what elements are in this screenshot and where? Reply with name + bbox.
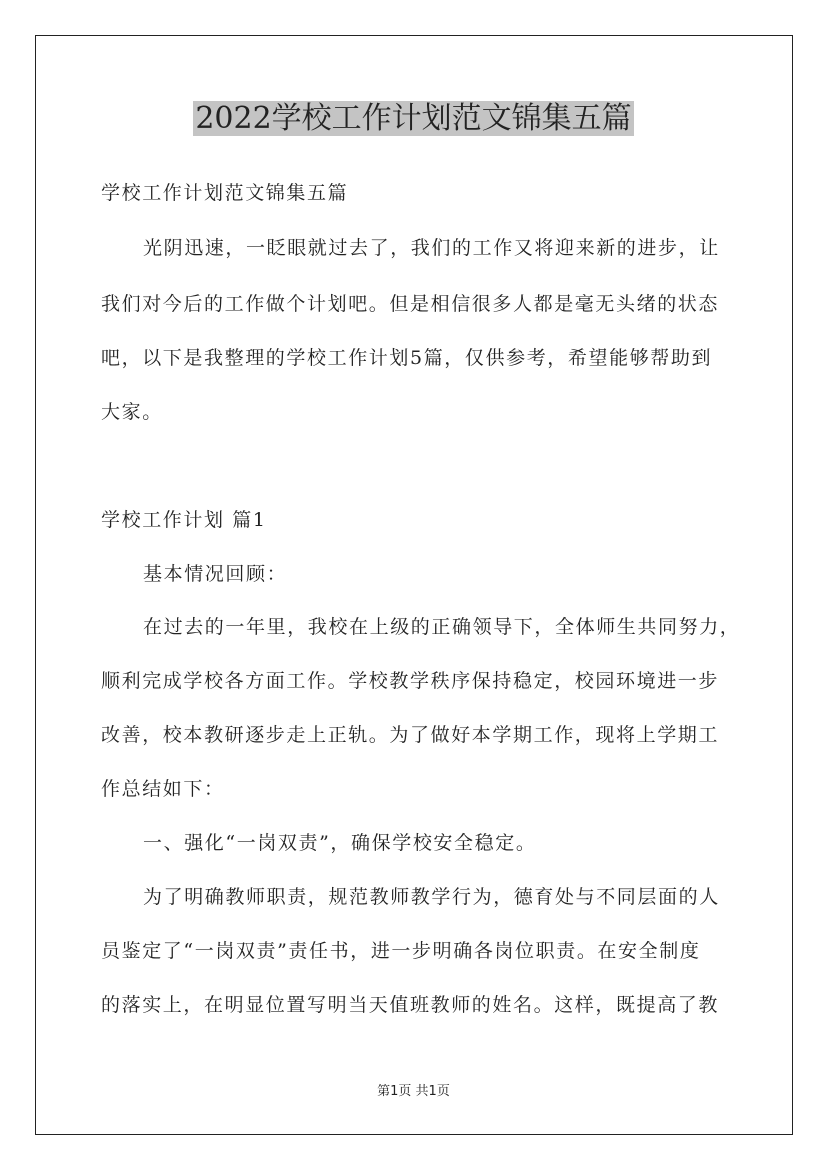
- para2-line-2: 员鉴定了“一岗双责”责任书，进一步明确各岗位职责。在安全制度: [101, 940, 701, 962]
- para2-line-3: 的落实上，在明显位置写明当天值班教师的姓名。这样，既提高了教: [101, 994, 720, 1016]
- para1-line-4: 作总结如下：: [101, 778, 225, 800]
- intro-line-2: 我们对今后的工作做个计划吧。但是相信很多人都是毫无头绪的状态: [101, 293, 720, 315]
- section-heading: 学校工作计划 篇1: [101, 509, 267, 531]
- document-title-text: 2022学校工作计划范文锦集五篇: [195, 101, 632, 136]
- para1-line-1: 在过去的一年里，我校在上级的正确领导下，全体师生共同努力，: [143, 616, 741, 638]
- intro-line-3: 吧，以下是我整理的学校工作计划5篇，仅供参考，希望能够帮助到: [101, 347, 713, 369]
- point-1: 一、强化“一岗双责”，确保学校安全稳定。: [143, 832, 537, 854]
- document-title: [0, 97, 827, 141]
- subheading: 基本情况回顾：: [143, 563, 288, 585]
- intro-line-4: 大家。: [101, 401, 163, 423]
- para2-line-1: 为了明确教师职责，规范教师教学行为，德育处与不同层面的人: [143, 886, 720, 908]
- document-subtitle: 学校工作计划范文锦集五篇: [101, 182, 349, 204]
- intro-line-1: 光阴迅速，一眨眼就过去了，我们的工作又将迎来新的进步，让: [143, 237, 720, 259]
- para1-line-2: 顺利完成学校各方面工作。学校教学秩序保持稳定，校园环境进一步: [101, 670, 720, 692]
- page-footer: 第1页 共1页: [377, 1084, 450, 1099]
- para1-line-3: 改善，校本教研逐步走上正轨。为了做好本学期工作，现将上学期工: [101, 724, 720, 746]
